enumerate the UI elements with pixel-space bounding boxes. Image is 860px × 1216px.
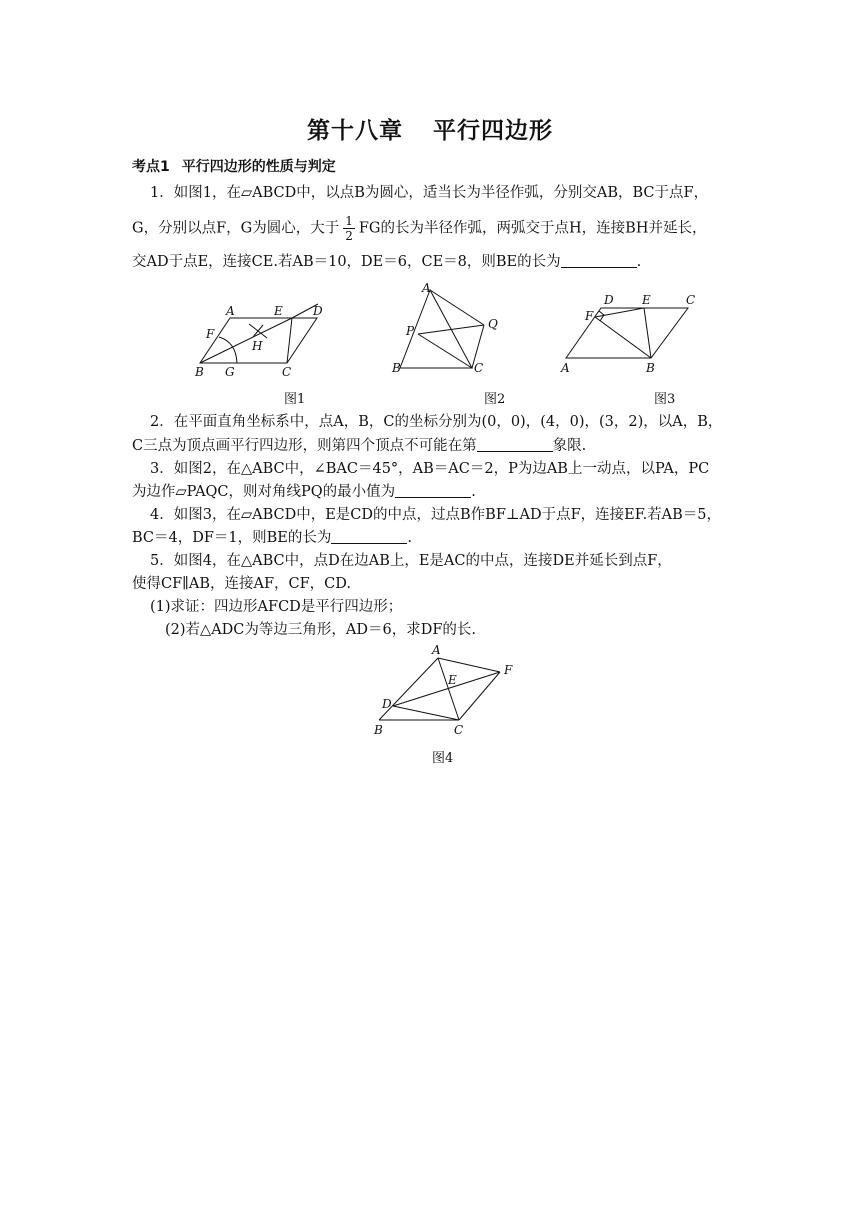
figure-3	[556, 288, 706, 378]
label-e: E	[642, 293, 651, 307]
label-f: F	[585, 309, 594, 323]
label-b: B	[646, 361, 655, 375]
segment-cd	[393, 706, 459, 720]
figure-2	[388, 280, 508, 376]
answer-blank-1[interactable]	[561, 253, 637, 268]
label-f: F	[504, 663, 513, 677]
fraction-one-half: $\frac{1}{2}$	[345, 214, 353, 243]
label-c: C	[282, 365, 292, 378]
label-d: D	[382, 697, 392, 711]
section-heading: 考点1 平行四边形的性质与判定	[132, 159, 336, 175]
side-ac	[438, 658, 459, 720]
segment-ef	[595, 308, 644, 317]
label-e: E	[448, 673, 457, 687]
label-e: E	[274, 304, 283, 318]
figure-1	[190, 296, 340, 378]
arc-fg	[219, 337, 237, 363]
segment-af	[438, 658, 500, 672]
question-4-line-2: BC＝4，DF＝1，则BE的长为 .	[132, 530, 413, 546]
question-5-part-1: (1)求证：四边形AFCD是平行四边形；	[150, 599, 403, 615]
label-p: P	[406, 324, 415, 338]
label-b: B	[195, 365, 204, 378]
question-4-line-1: 4．如图3，在▱ABCD中，E是CD的中点，过点B作BF⊥AD于点F，连接EF.若AB＝5，	[150, 507, 722, 523]
question-3-line-2: 为边作▱PAQC，则对角线PQ的最小值为 .	[132, 484, 476, 500]
label-a: A	[226, 304, 235, 318]
label-d: D	[604, 293, 614, 307]
segment-be	[644, 308, 651, 358]
figure-4	[370, 640, 520, 740]
label-a: A	[422, 281, 431, 295]
label-d: D	[313, 304, 323, 318]
question-1-line-2: G，分别以点F，G为圆心，大于 $\frac{1}{2}$ FG的长为半径作弧，两弧交于点H，连接BH并延长，	[132, 214, 707, 243]
figure-2-caption: 图2	[484, 392, 506, 407]
label-h: H	[252, 339, 263, 353]
label-f: F	[206, 327, 215, 341]
answer-blank-2[interactable]	[477, 437, 553, 452]
question-5-line-2: 使得CF∥AB，连接AF，CF，CD.	[132, 576, 351, 592]
label-c: C	[454, 723, 464, 737]
figure-4-caption: 图4	[432, 751, 454, 766]
segment-cf	[459, 672, 500, 720]
diagonal-pq	[418, 325, 484, 334]
answer-blank-4[interactable]	[331, 529, 407, 544]
question-3-line-1: 3．如图2，在△ABC中，∠BAC＝45°，AB＝AC＝2，P为边AB上一动点，以PA，PC	[150, 461, 710, 477]
label-a: A	[561, 361, 570, 375]
figure-1-caption: 图1	[284, 392, 306, 407]
label-c: C	[686, 293, 696, 307]
label-a: A	[432, 643, 441, 657]
label-c: C	[474, 361, 484, 375]
question-5-part-2: (2)若△ADC为等边三角形，AD＝6，求DF的长.	[165, 622, 476, 638]
segment-aq	[430, 290, 484, 325]
answer-blank-3[interactable]	[395, 483, 471, 498]
label-q: Q	[488, 317, 498, 331]
question-2-line-2: C三点为顶点画平行四边形，则第四个顶点不可能在第 象限.	[132, 438, 587, 454]
page-title: 第十八章 平行四边形	[307, 118, 553, 144]
question-1-line-3: 交AD于点E，连接CE.若AB＝10，DE＝6，CE＝8，则BE的长为 .	[132, 254, 642, 270]
figure-3-caption: 图3	[654, 392, 676, 407]
question-2-line-1: 2．在平面直角坐标系中，点A，B，C的坐标分别为(0，0)，(4，0)，(3，2)，以A，B，	[150, 414, 723, 430]
question-5-line-1: 5．如图4，在△ABC中，点D在边AB上，E是AC的中点，连接DE并延长到点F，	[150, 553, 672, 569]
segment-bf	[595, 317, 651, 358]
label-g: G	[225, 365, 235, 378]
label-b: B	[374, 723, 383, 737]
question-1-line-1: 1．如图1，在▱ABCD中，以点B为圆心，适当长为半径作弧，分别交AB，BC于点F，	[150, 185, 709, 201]
arc-mark-2	[253, 325, 263, 337]
segment-pc	[418, 334, 472, 368]
label-b: B	[392, 361, 401, 375]
